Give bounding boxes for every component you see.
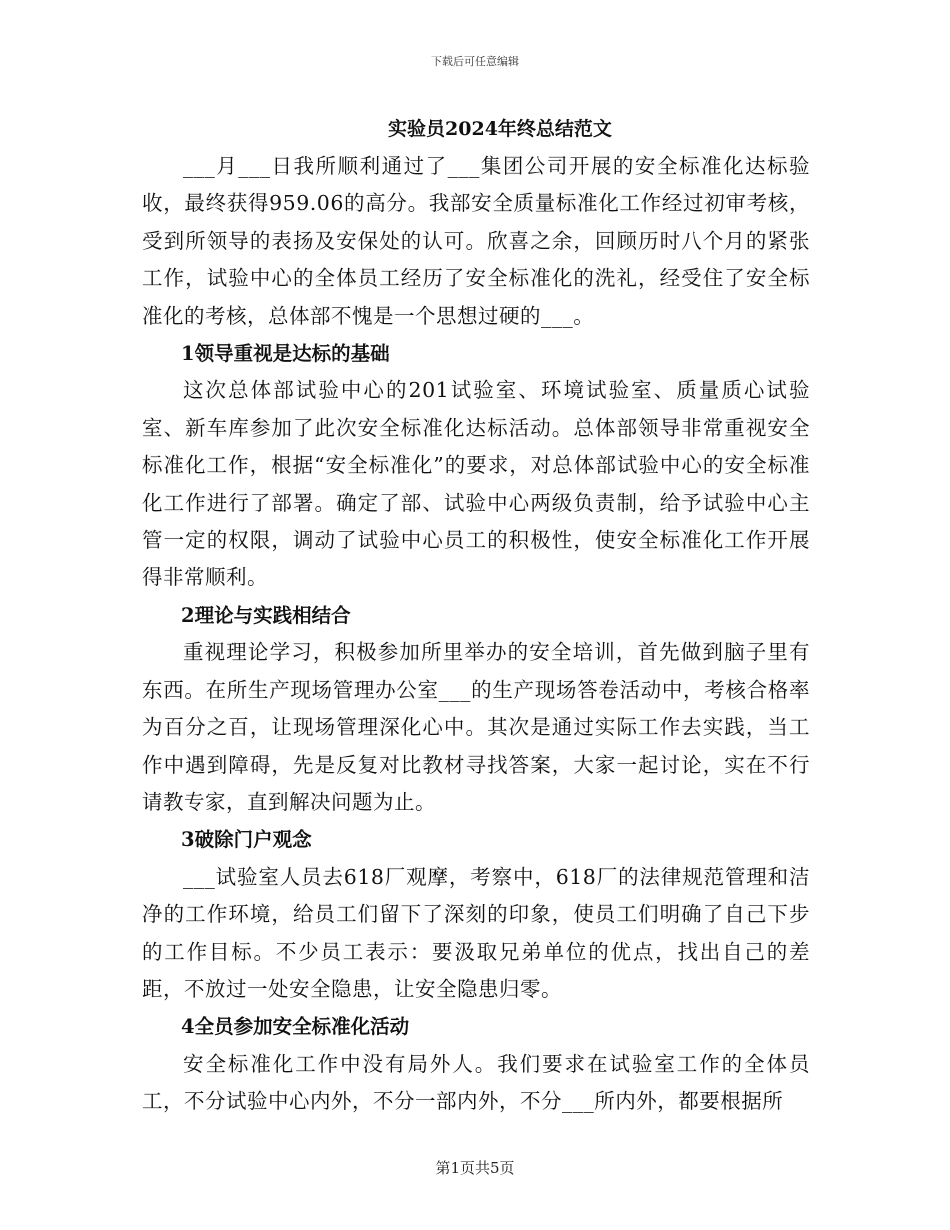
document-title: 实验员2024年终总结范文 (388, 118, 612, 140)
section-heading-3: 3破除门户观念 (181, 828, 312, 852)
document-body (142, 148, 810, 1121)
section-2-paragraph: 重视理论学习，积极参加所里举办的安全培训，首先做到脑子里有东西。在所生产现场管理办公室___的生产现场答卷活动中，考核合格率为百分之百，让现场管理深化心中。其次是通过实际工作去实践，当工作中遇到障碍，先是反复对比教材寻找答案，大家一起讨论，实在不行请教专家，直到解决问题为止。 (142, 640, 810, 814)
section-4-paragraph: 安全标准化工作中没有局外人。我们要求在试验室工作的全体员工，不分试验中心内外，不分一部内外，不分___所内外，都要根据所 (142, 1051, 810, 1114)
section-heading-2: 2理论与实践相结合 (181, 603, 351, 627)
section-heading-4: 4全员参加安全标准化活动 (181, 1015, 410, 1039)
section-heading-1: 1领导重视是达标的基础 (181, 342, 390, 366)
section-1-paragraph: 这次总体部试验中心的201试验室、环境试验室、质量质心试验室、新车库参加了此次安全标准化达标活动。总体部领导非常重视安全标准化工作，根据“安全标准化”的要求，对总体部试验中心的安全标准化工作进行了部署。确定了部、试验中心两级负责制，给予试验中心主管一定的权限，调动了试验中心员工的积极性，使安全标准化工作开展得非常顺利。 (142, 378, 810, 590)
page-number: 第1页共5页 (435, 1159, 515, 1177)
section-3-paragraph: ___试验室人员去618厂观摩，考察中，618厂的法律规范管理和洁净的工作环境，给员工们留下了深刻的印象，使员工们明确了自己下步的工作目标。不少员工表示：要汲取兄弟单位的优点，找出自己的差距，不放过一处安全隐患，让安全隐患归零。 (142, 864, 810, 1001)
intro-paragraph: ___月___日我所顺利通过了___集团公司开展的安全标准化达标验收，最终获得959.06的高分。我部安全质量标准化工作经过初审考核，受到所领导的表扬及安保处的认可。欣喜之余，回顾历时八个月的紧张工作，试验中心的全体员工经历了安全标准化的洗礼，经受住了安全标准化的考核，总体部不愧是一个思想过硬的___。 (142, 154, 810, 328)
download-note: 下载后可任意编辑 (431, 55, 519, 68)
